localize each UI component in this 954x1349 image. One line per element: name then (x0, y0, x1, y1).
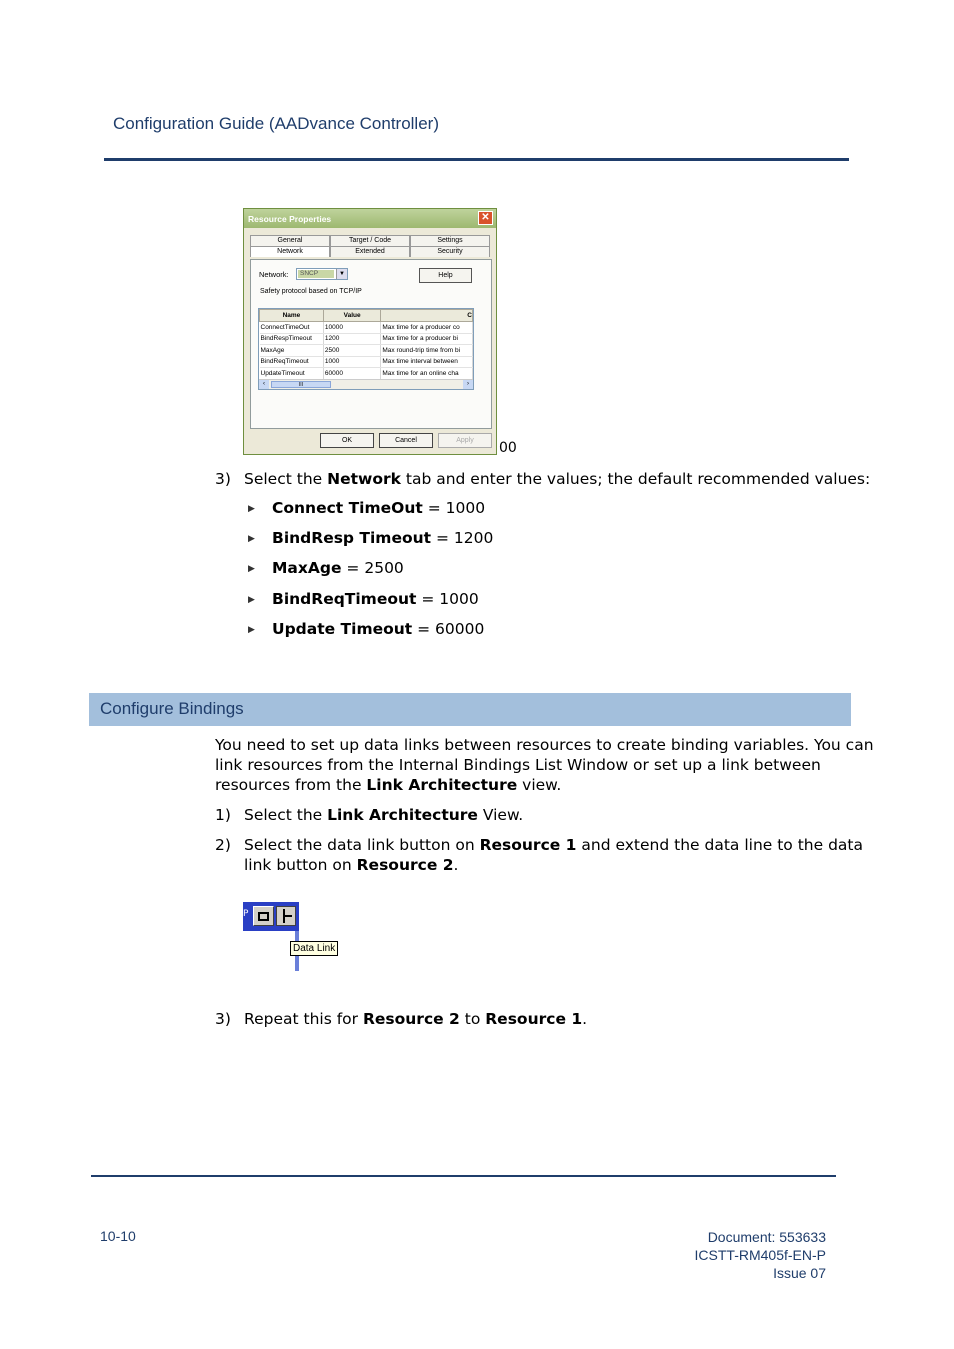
grid-cell-name: BindReqTimeout (260, 356, 324, 368)
step-number: 2) (215, 836, 231, 854)
arrow-bullet-icon: ▶ (248, 625, 255, 635)
intro-bold: Link Architecture (366, 776, 518, 794)
bullet-text: = 1200 (431, 529, 494, 547)
grid-cell-value[interactable]: 1000 (323, 356, 381, 368)
grid-cell-value[interactable]: 10000 (323, 322, 381, 334)
parameter-grid (258, 308, 474, 390)
step-number: 3) (215, 470, 231, 488)
step-bold: Network (327, 470, 401, 488)
footer-rule (91, 1175, 836, 1177)
scrollbar-thumb[interactable]: III (271, 381, 331, 388)
grid-cell-name: ConnectTimeOut (260, 322, 324, 334)
dialog-tabs (250, 235, 490, 257)
step-3-text (244, 469, 870, 489)
dialog-suffix-text: 00 (499, 440, 517, 456)
grid-cell-name: BindRespTimeout (260, 333, 324, 345)
chevron-left-icon[interactable]: ‹ (259, 380, 269, 389)
table-row[interactable] (260, 356, 473, 368)
step-bold: Resource 2 (362, 1010, 460, 1028)
grid-cell-comment: Max time interval between (381, 356, 473, 368)
grid-cell-comment: Max time for an online cha (381, 368, 473, 380)
step-text: and extend the data line to the data (576, 836, 863, 854)
titlebar-edge-text: P (243, 909, 249, 919)
apply-button[interactable]: Apply (438, 433, 492, 448)
grid-header-comment[interactable]: C (381, 310, 473, 322)
cancel-button[interactable]: Cancel (379, 433, 433, 448)
grid-header-value[interactable]: Value (323, 310, 381, 322)
step-text: Select the (244, 806, 328, 824)
network-select[interactable] (296, 268, 348, 280)
table-row[interactable] (260, 333, 473, 345)
help-button[interactable]: Help (419, 268, 472, 283)
intro-line-2: link resources from the Internal Bindings List Window or set up a link between (215, 756, 821, 774)
section-title: Configure Bindings (100, 699, 244, 718)
bullet-bold: Update Timeout (272, 620, 413, 638)
step-bold: Resource 1 (479, 836, 577, 854)
step-text: link button on (244, 856, 357, 874)
step-bold: Link Architecture (327, 806, 478, 824)
bullet-bold: MaxAge (272, 559, 342, 577)
list-item (272, 499, 485, 517)
horizontal-scrollbar[interactable] (259, 379, 473, 389)
maximize-icon[interactable] (253, 906, 274, 926)
close-icon[interactable]: ✕ (478, 211, 493, 225)
grid-cell-name: UpdateTimeout (260, 368, 324, 380)
step-text: . (453, 856, 459, 874)
grid-header-name[interactable]: Name (260, 310, 324, 322)
tab-network[interactable]: Network (250, 246, 330, 257)
protocol-description: Safety protocol based on TCP/IP (260, 288, 362, 295)
resource-properties-dialog (243, 208, 497, 455)
arrow-bullet-icon: ▶ (248, 595, 255, 605)
grid-cell-name: MaxAge (260, 345, 324, 357)
tab-extended[interactable]: Extended (330, 246, 410, 257)
step-number: 3) (215, 1010, 231, 1028)
list-item (272, 529, 493, 547)
step-3-repeat-text (244, 1009, 587, 1029)
grid-cell-value[interactable]: 1200 (323, 333, 381, 345)
document-number: Document: 553633 (707, 1229, 826, 1245)
header-title: Configuration Guide (AADvance Controller) (113, 114, 439, 133)
grid-cell-value[interactable]: 60000 (323, 368, 381, 380)
document-info (695, 1228, 826, 1282)
intro-line-3 (215, 775, 561, 795)
network-panel (250, 259, 492, 429)
bullet-text: = 1000 (422, 499, 486, 517)
list-item (272, 559, 404, 577)
step-number: 1) (215, 806, 231, 824)
chevron-right-icon[interactable]: › (463, 380, 473, 389)
document-issue: Issue 07 (773, 1265, 826, 1281)
chevron-down-icon[interactable]: ▼ (336, 269, 347, 279)
intro-text: resources from the (215, 776, 367, 794)
document-code: ICSTT-RM405f-EN-P (694, 1247, 826, 1263)
step-text: to (459, 1010, 486, 1028)
step-text: Select the data link button on (244, 836, 480, 854)
bullet-bold: Connect TimeOut (272, 499, 423, 517)
tab-general[interactable]: General (250, 235, 330, 246)
bullet-text: = 60000 (412, 620, 485, 638)
grid-cell-comment: Max time for a producer co (381, 322, 473, 334)
bullet-text: = 1000 (416, 590, 479, 608)
step-2-line-1 (244, 835, 863, 855)
grid-cell-comment: Max time for a producer bi (381, 333, 473, 345)
grid-cell-value[interactable]: 2500 (323, 345, 381, 357)
step-text: Repeat this for (244, 1010, 363, 1028)
bullet-bold: BindReqTimeout (272, 590, 417, 608)
table-row[interactable] (260, 322, 473, 334)
section-header (89, 693, 851, 726)
step-text: tab and enter the values; the default recommended values: (400, 470, 871, 488)
tab-settings[interactable]: Settings (410, 235, 490, 246)
tab-security[interactable]: Security (410, 246, 490, 257)
data-link-screenshot (243, 902, 343, 974)
table-row[interactable] (260, 368, 473, 380)
dialog-title: Resource Properties (248, 213, 332, 224)
network-label: Network: (259, 270, 289, 279)
grid-cell-comment: Max round-trip time from bi (381, 345, 473, 357)
bullet-text: = 2500 (341, 559, 404, 577)
step-text: . (582, 1010, 588, 1028)
arrow-bullet-icon: ▶ (248, 534, 255, 544)
dialog-titlebar (244, 209, 496, 228)
bullet-bold: BindResp Timeout (272, 529, 432, 547)
arrow-bullet-icon: ▶ (248, 504, 255, 514)
step-bold: Resource 1 (485, 1010, 583, 1028)
step-bold: Resource 2 (356, 856, 454, 874)
intro-text: view. (517, 776, 562, 794)
table-row[interactable] (260, 345, 473, 357)
data-link-button[interactable] (276, 906, 296, 926)
data-link-tooltip: Data Link (290, 941, 338, 956)
intro-line-1: You need to set up data links between resources to create binding variables. You can (215, 736, 874, 754)
step-text: View. (477, 806, 524, 824)
header-rule (104, 158, 849, 161)
list-item (272, 590, 479, 608)
list-item (272, 620, 484, 638)
step-text: Select the (244, 470, 328, 488)
tab-target-code[interactable]: Target / Code (330, 235, 410, 246)
step-2-line-2 (244, 855, 458, 875)
network-select-value: SNCP (298, 270, 334, 278)
arrow-bullet-icon: ▶ (248, 564, 255, 574)
step-1-text (244, 805, 523, 825)
ok-button[interactable]: OK (320, 433, 374, 448)
page-number: 10-10 (100, 1228, 136, 1244)
